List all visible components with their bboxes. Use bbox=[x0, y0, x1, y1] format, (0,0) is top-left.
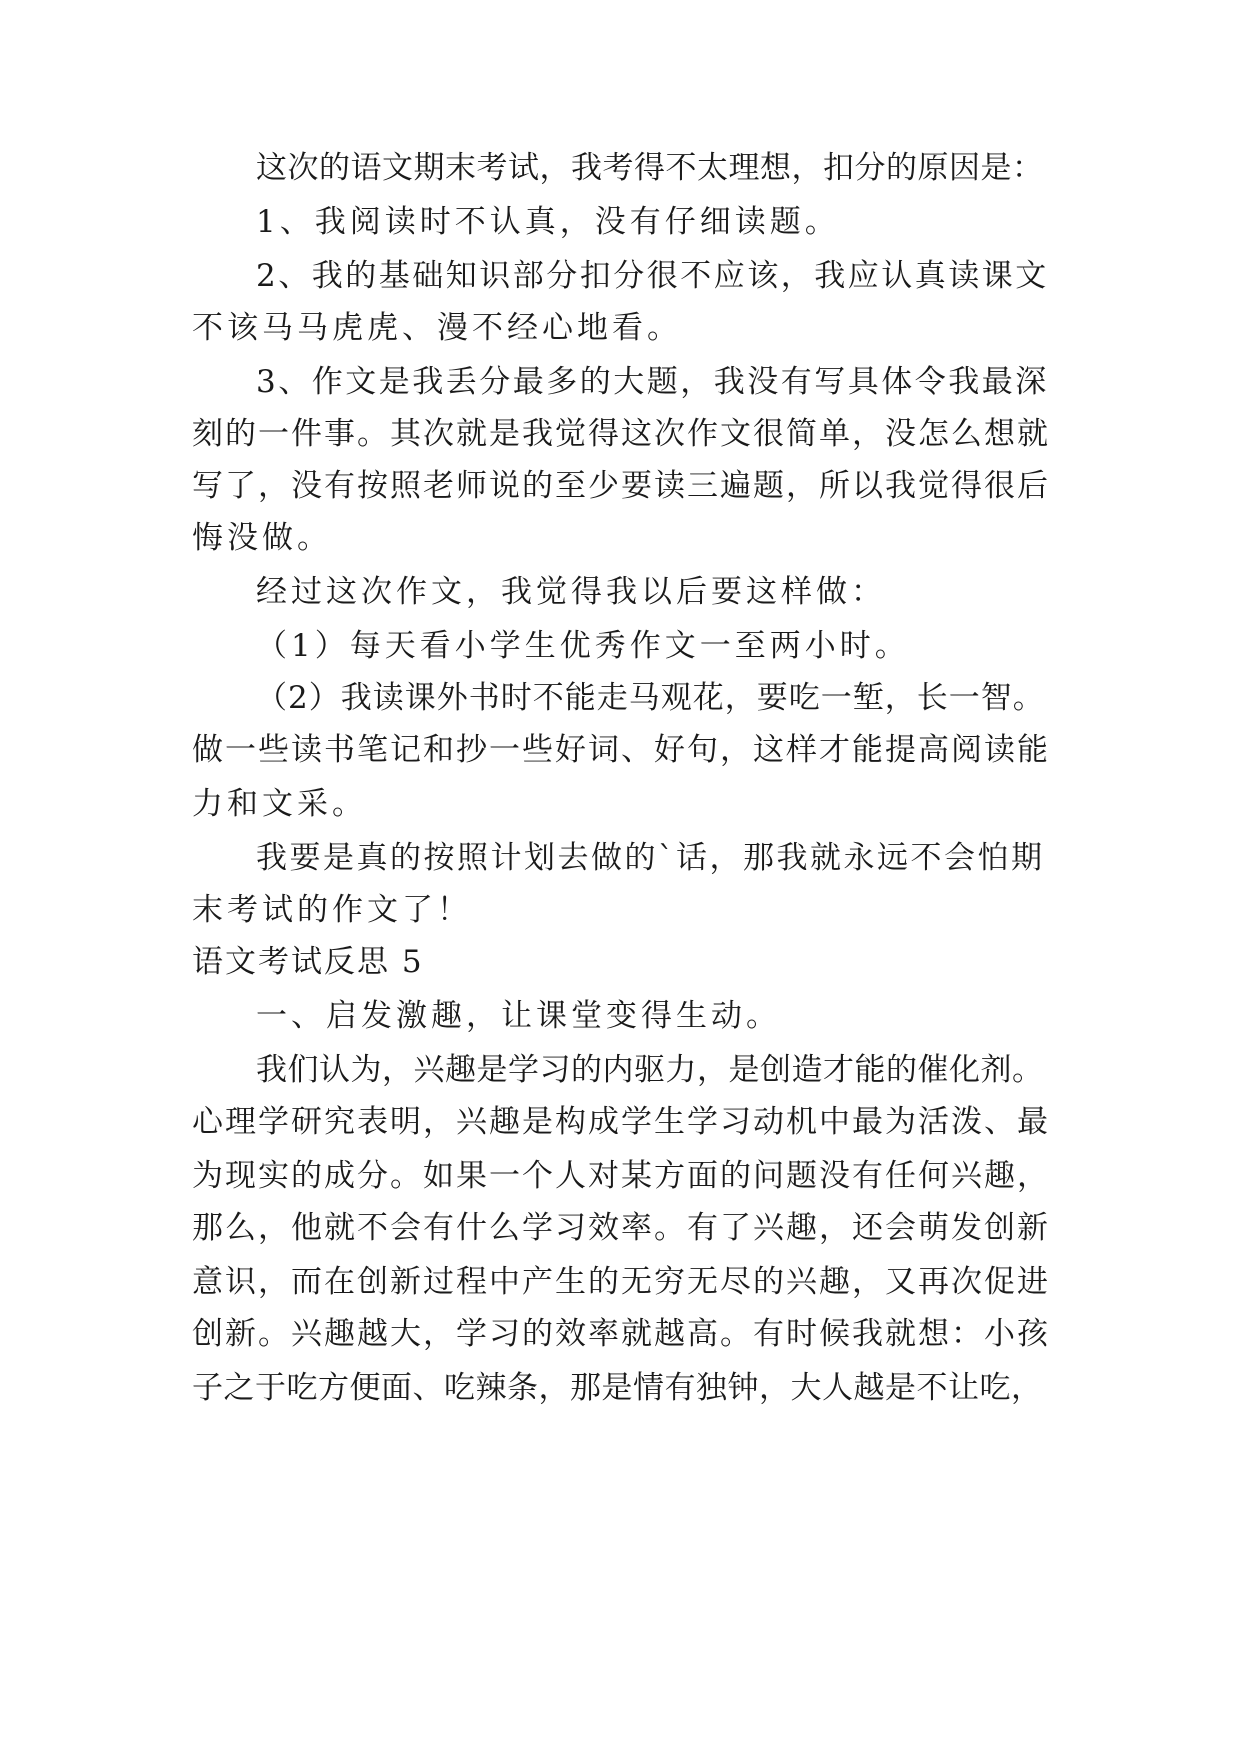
paragraph-line: 经过这次作文，我觉得我以后要这样做： bbox=[256, 574, 886, 610]
paragraph-line: 我们认为，兴趣是学习的内驱力，是创造才能的催化剂。 bbox=[256, 1052, 1044, 1088]
list-item: 3、作文是我丢分最多的大题，我没有写具体令我最深 bbox=[256, 364, 1049, 400]
paragraph-line: 我要是真的按照计划去做的`话，那我就永远不会怕期 bbox=[256, 840, 1045, 876]
paragraph-line: 力和文采。 bbox=[192, 786, 367, 822]
paragraph-line: 刻的一件事。其次就是我觉得这次作文很简单，没怎么想就 bbox=[192, 416, 1050, 452]
paragraph-line: 那么，他就不会有什么学习效率。有了兴趣，还会萌发创新 bbox=[192, 1210, 1050, 1246]
section-heading: 语文考试反思 5 bbox=[192, 944, 424, 980]
paragraph-line: 悔没做。 bbox=[192, 520, 332, 556]
paragraph-line: 写了，没有按照老师说的至少要读三遍题，所以我觉得很后 bbox=[192, 468, 1050, 504]
list-item: 2、我的基础知识部分扣分很不应该，我应认真读课文 bbox=[256, 258, 1049, 294]
list-item: 1、我阅读时不认真，没有仔细读题。 bbox=[256, 204, 840, 240]
list-item: （1）每天看小学生优秀作文一至两小时。 bbox=[256, 628, 910, 664]
paragraph-line: 子之于吃方便面、吃辣条，那是情有独钟，大人越是不让吃， bbox=[192, 1370, 1043, 1406]
paragraph-line: 意识，而在创新过程中产生的无穷无尽的兴趣，又再次促进 bbox=[192, 1264, 1050, 1300]
document-page bbox=[192, 0, 1052, 1754]
paragraph-line: 做一些读书笔记和抄一些好词、好句，这样才能提高阅读能 bbox=[192, 732, 1050, 768]
sub-heading: 一、启发激趣，让课堂变得生动。 bbox=[256, 998, 781, 1034]
paragraph-line: 创新。兴趣越大，学习的效率就越高。有时候我就想：小孩 bbox=[192, 1316, 1050, 1352]
paragraph-line: 心理学研究表明，兴趣是构成学生学习动机中最为活泼、最 bbox=[192, 1104, 1050, 1140]
paragraph-line: 为现实的成分。如果一个人对某方面的问题没有任何兴趣， bbox=[192, 1158, 1050, 1194]
paragraph-line: 不该马马虎虎、漫不经心地看。 bbox=[192, 310, 682, 346]
paragraph-line: 末考试的作文了！ bbox=[192, 892, 472, 928]
list-item: （2）我读课外书时不能走马观花，要吃一堑，长一智。 bbox=[256, 680, 1045, 716]
paragraph-line: 这次的语文期末考试，我考得不太理想，扣分的原因是： bbox=[256, 150, 1044, 186]
